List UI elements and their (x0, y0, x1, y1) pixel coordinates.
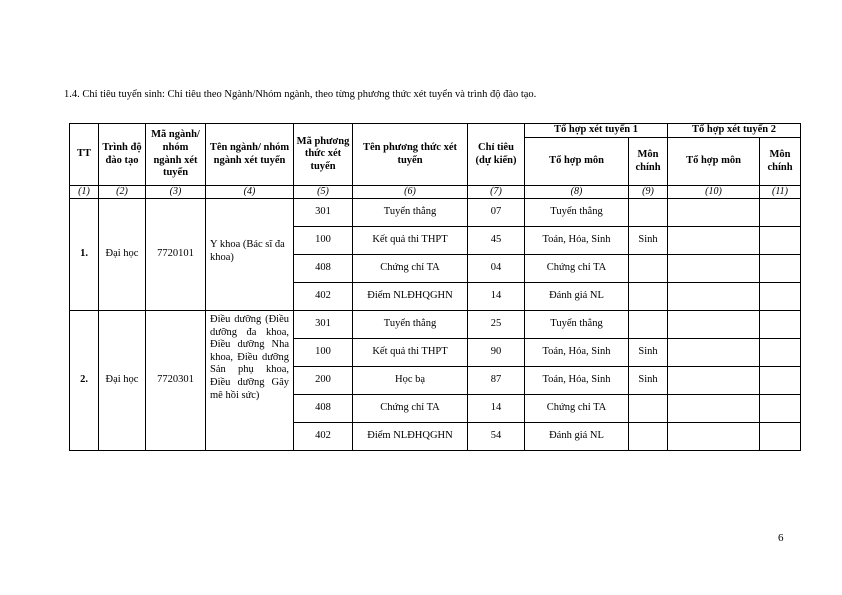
method-code: 301 (294, 311, 353, 339)
subject-combination: Tuyển thẳng (525, 311, 629, 339)
index-cell: (1) (70, 186, 99, 199)
quota: 90 (468, 339, 525, 367)
major-name: Điều dưỡng (Điều dưỡng đa khoa, Điều dưỡng Nha khoa, Điều dưỡng Sản phụ khoa, Điều dưỡng Gây mê hồi sức) (206, 311, 294, 451)
subject-combination-2 (668, 311, 760, 339)
header-chi-tieu: Chỉ tiêu (dự kiến) (468, 124, 525, 186)
method-name: Tuyển thẳng (353, 199, 468, 227)
index-cell: (3) (146, 186, 206, 199)
major-code: 7720301 (146, 311, 206, 451)
main-subject (629, 255, 668, 283)
subject-combination-2 (668, 395, 760, 423)
table-row (70, 311, 801, 339)
subject-combination: Toán, Hóa, Sinh (525, 367, 629, 395)
method-code: 408 (294, 255, 353, 283)
subject-combination-2 (668, 199, 760, 227)
main-subject: Sinh (629, 339, 668, 367)
index-cell: (4) (206, 186, 294, 199)
subject-combination-2 (668, 423, 760, 451)
main-subject-2 (760, 395, 801, 423)
admission-quota-table (69, 123, 801, 451)
main-subject (629, 395, 668, 423)
method-name: Chứng chỉ TA (353, 395, 468, 423)
header-to-hop-2: Tổ hợp xét tuyển 2 (668, 124, 801, 138)
method-name: Tuyển thẳng (353, 311, 468, 339)
subject-combination: Đánh giá NL (525, 423, 629, 451)
row-number: 2. (70, 311, 99, 451)
quota: 14 (468, 283, 525, 311)
quota: 54 (468, 423, 525, 451)
header-mon-chinh-1: Môn chính (629, 138, 668, 186)
main-subject-2 (760, 283, 801, 311)
quota: 87 (468, 367, 525, 395)
subject-combination: Đánh giá NL (525, 283, 629, 311)
main-subject-2 (760, 311, 801, 339)
method-code: 408 (294, 395, 353, 423)
header-ma-phuong-thuc: Mã phương thức xét tuyển (294, 124, 353, 186)
major-code: 7720101 (146, 199, 206, 311)
method-name: Điểm NLĐHQGHN (353, 423, 468, 451)
subject-combination: Toán, Hóa, Sinh (525, 339, 629, 367)
section-heading: 1.4. Chỉ tiêu tuyển sinh: Chỉ tiêu theo Ngành/Nhóm ngành, theo từng phương thức xét tuyển và trình độ đào tạo. (64, 89, 537, 100)
index-cell: (2) (99, 186, 146, 199)
method-code: 402 (294, 423, 353, 451)
subject-combination-2 (668, 339, 760, 367)
method-code: 100 (294, 339, 353, 367)
training-level: Đại học (99, 199, 146, 311)
index-cell: (11) (760, 186, 801, 199)
header-ma-nganh: Mã ngành/ nhóm ngành xét tuyển (146, 124, 206, 186)
header-mon-chinh-2: Môn chính (760, 138, 801, 186)
subject-combination-2 (668, 283, 760, 311)
header-to-hop-mon-1: Tổ hợp môn (525, 138, 629, 186)
main-subject: Sinh (629, 227, 668, 255)
index-cell: (6) (353, 186, 468, 199)
header-ten-nganh: Tên ngành/ nhóm ngành xét tuyển (206, 124, 294, 186)
main-subject-2 (760, 367, 801, 395)
method-code: 100 (294, 227, 353, 255)
quota: 25 (468, 311, 525, 339)
main-subject (629, 311, 668, 339)
main-subject (629, 283, 668, 311)
main-subject-2 (760, 255, 801, 283)
main-subject-2 (760, 339, 801, 367)
method-name: Học bạ (353, 367, 468, 395)
subject-combination: Toán, Hóa, Sinh (525, 227, 629, 255)
index-cell: (9) (629, 186, 668, 199)
header-to-hop-1: Tổ hợp xét tuyển 1 (525, 124, 668, 138)
subject-combination: Chứng chỉ TA (525, 255, 629, 283)
subject-combination-2 (668, 227, 760, 255)
method-code: 301 (294, 199, 353, 227)
quota: 07 (468, 199, 525, 227)
method-name: Kết quả thi THPT (353, 339, 468, 367)
subject-combination: Tuyển thẳng (525, 199, 629, 227)
quota: 14 (468, 395, 525, 423)
header-trinh-do: Trình độ đào tạo (99, 124, 146, 186)
main-subject (629, 423, 668, 451)
major-name: Y khoa (Bác sĩ đa khoa) (206, 199, 294, 311)
main-subject-2 (760, 199, 801, 227)
subject-combination-2 (668, 367, 760, 395)
training-level: Đại học (99, 311, 146, 451)
main-subject: Sinh (629, 367, 668, 395)
index-cell: (7) (468, 186, 525, 199)
quota: 45 (468, 227, 525, 255)
method-name: Chứng chỉ TA (353, 255, 468, 283)
index-row (70, 186, 801, 199)
subject-combination: Chứng chỉ TA (525, 395, 629, 423)
main-subject-2 (760, 423, 801, 451)
index-cell: (5) (294, 186, 353, 199)
quota: 04 (468, 255, 525, 283)
method-code: 402 (294, 283, 353, 311)
header-ten-phuong-thuc: Tên phương thức xét tuyển (353, 124, 468, 186)
header-tt: TT (70, 124, 99, 186)
index-cell: (10) (668, 186, 760, 199)
subject-combination-2 (668, 255, 760, 283)
main-subject-2 (760, 227, 801, 255)
row-number: 1. (70, 199, 99, 311)
method-name: Điểm NLĐHQGHN (353, 283, 468, 311)
header-to-hop-mon-2: Tổ hợp môn (668, 138, 760, 186)
method-name: Kết quả thi THPT (353, 227, 468, 255)
page-number: 6 (778, 532, 784, 544)
index-cell: (8) (525, 186, 629, 199)
method-code: 200 (294, 367, 353, 395)
table-row (70, 199, 801, 227)
main-subject (629, 199, 668, 227)
